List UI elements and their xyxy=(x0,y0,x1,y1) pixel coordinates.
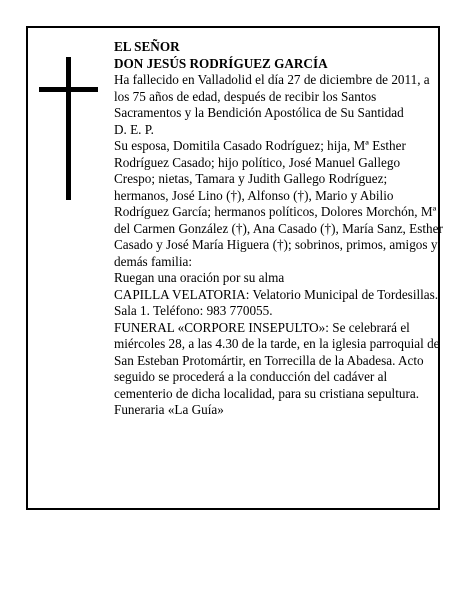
prayer-request: Ruegan una oración por su alma xyxy=(114,270,285,285)
cross-icon xyxy=(39,57,98,200)
family-list: Su esposa, Domitila Casado Rodríguez; hija, Mª Esther Rodríguez Casado; hijo político, José Manuel Gallego Crespo; nietas, Tamara y Judith Gallego Rodríguez; hermanos, José Lino (†), Alfonso (†), Mario y Abilio Rodríguez García; hermanos políticos, Dolores Morchón, Mª del Carmen González (†), Ana Casado (†), María Sanz, Esther Casado y José María Higuera (†); sobrinos, primos, amigos y demás familia: xyxy=(114,138,443,269)
cross-horizontal-bar xyxy=(39,87,98,92)
death-announcement: Ha fallecido en Valladolid el día 27 de diciembre de 2011, a los 75 años de edad, después de recibir los Santos Sacramentos y la Bendición Apostólica de Su Santidad xyxy=(114,72,430,120)
deceased-name: DON JESÚS RODRÍGUEZ GARCÍA xyxy=(114,55,328,71)
dep-line: D. E. P. xyxy=(114,121,154,137)
funeral-home: Funeraria «La Guía» xyxy=(114,402,224,417)
obituary-notice xyxy=(26,26,443,510)
chapel-info: CAPILLA VELATORIA: Velatorio Municipal de Tordesillas. Sala 1. Teléfono: 983 770055. xyxy=(114,286,439,318)
funeral-info: FUNERAL «CORPORE INSEPULTO»: Se celebrará el miércoles 28, a las 4.30 de la tarde, en la iglesia parroquial de San Esteban Protomártir, en Torrecilla de la Abadesa. Acto seguido se procederá a la conducción del cadáver al cementerio de dicha localidad, para su cristiana sepultura. xyxy=(114,319,440,401)
obituary-text xyxy=(114,39,444,419)
cross-vertical-bar xyxy=(66,57,71,200)
title-line-1: EL SEÑOR xyxy=(114,39,180,54)
